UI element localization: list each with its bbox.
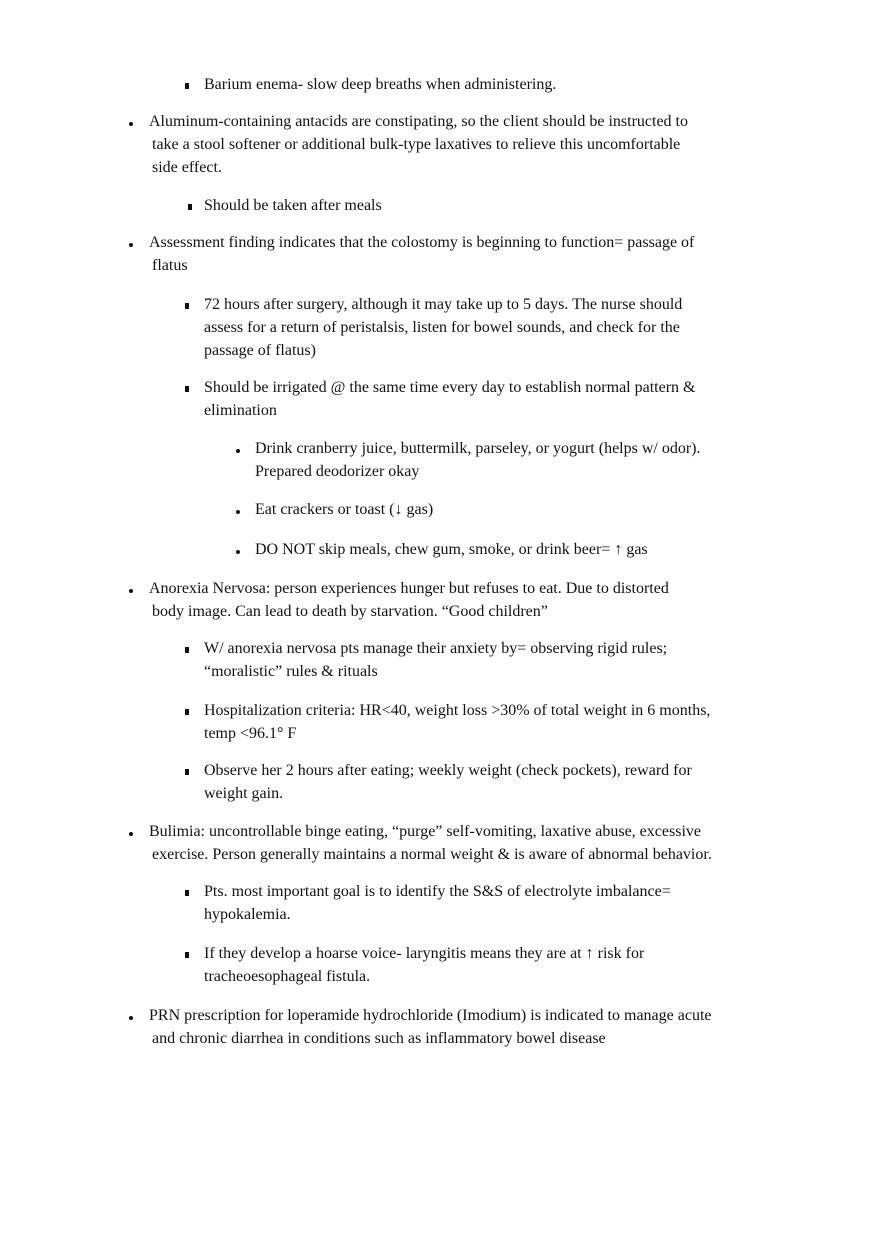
list-item-text: Aluminum-containing antacids are constipating, so the client should be instructed to take a stool softener or additional bulk-type laxatives to relieve this uncomfortable side effect. [149,113,688,176]
list-item-text: Should be irrigated @ the same time every day to establish normal pattern & elimination [204,379,696,419]
square-bullet-icon [180,759,194,782]
square-bullet-icon [180,637,194,660]
round-bullet-icon [124,1004,138,1027]
list-item-text: Bulimia: uncontrollable binge eating, “purge” self-vomiting, laxative abuse, excessive exercise. Person generally maintains a normal weight & is aware of abnormal behavior. [149,823,712,863]
list-item-text: Anorexia Nervosa: person experiences hunger but refuses to eat. Due to distorted body image. Can lead to death by starvation. “Good children” [149,580,669,620]
list-item-text: Hospitalization criteria: HR<40, weight loss >30% of total weight in 6 months, temp <96.1° F [204,702,711,742]
list-item-text: W/ anorexia nervosa pts manage their anxiety by= observing rigid rules; “moralistic” rules & rituals [204,640,668,680]
square-bullet-icon [180,942,194,965]
round-bullet-icon [124,820,138,843]
square-bullet-icon [180,293,194,316]
round-bullet-icon [124,110,138,133]
list-item-text: Should be taken after meals [204,197,382,214]
square-bullet-icon [180,376,194,399]
round-bullet-icon [231,437,245,460]
list-item-text: PRN prescription for loperamide hydrochloride (Imodium) is indicated to manage acute and chronic diarrhea in conditions such as inflammatory bowel disease [149,1007,712,1047]
round-bullet-icon [124,577,138,600]
round-bullet-icon [124,231,138,254]
square-bullet-icon [180,73,194,96]
round-bullet-icon [231,498,245,521]
list-item-text: DO NOT skip meals, chew gum, smoke, or drink beer= ↑ gas [255,541,648,558]
round-bullet-icon [231,538,245,561]
list-item-text: Assessment finding indicates that the colostomy is beginning to function= passage of flatus [149,234,695,274]
list-item-text: If they develop a hoarse voice- laryngitis means they are at ↑ risk for tracheoesophageal fistula. [204,945,645,985]
square-bullet-icon [180,880,194,903]
list-item-text: Eat crackers or toast (↓ gas) [255,501,434,518]
square-bullet-icon [180,699,194,722]
list-item-text: Drink cranberry juice, buttermilk, parseley, or yogurt (helps w/ odor). Prepared deodorizer okay [255,440,701,480]
list-item-text: Observe her 2 hours after eating; weekly weight (check pockets), reward for weight gain. [204,762,692,802]
square-bullet-icon [183,194,197,217]
list-item-text: 72 hours after surgery, although it may take up to 5 days. The nurse should assess for a return of peristalsis, listen for bowel sounds, and check for the passage of flatus) [204,296,683,359]
list-item-text: Pts. most important goal is to identify the S&S of electrolyte imbalance= hypokalemia. [204,883,671,923]
list-item-text: Barium enema- slow deep breaths when administering. [204,76,557,93]
